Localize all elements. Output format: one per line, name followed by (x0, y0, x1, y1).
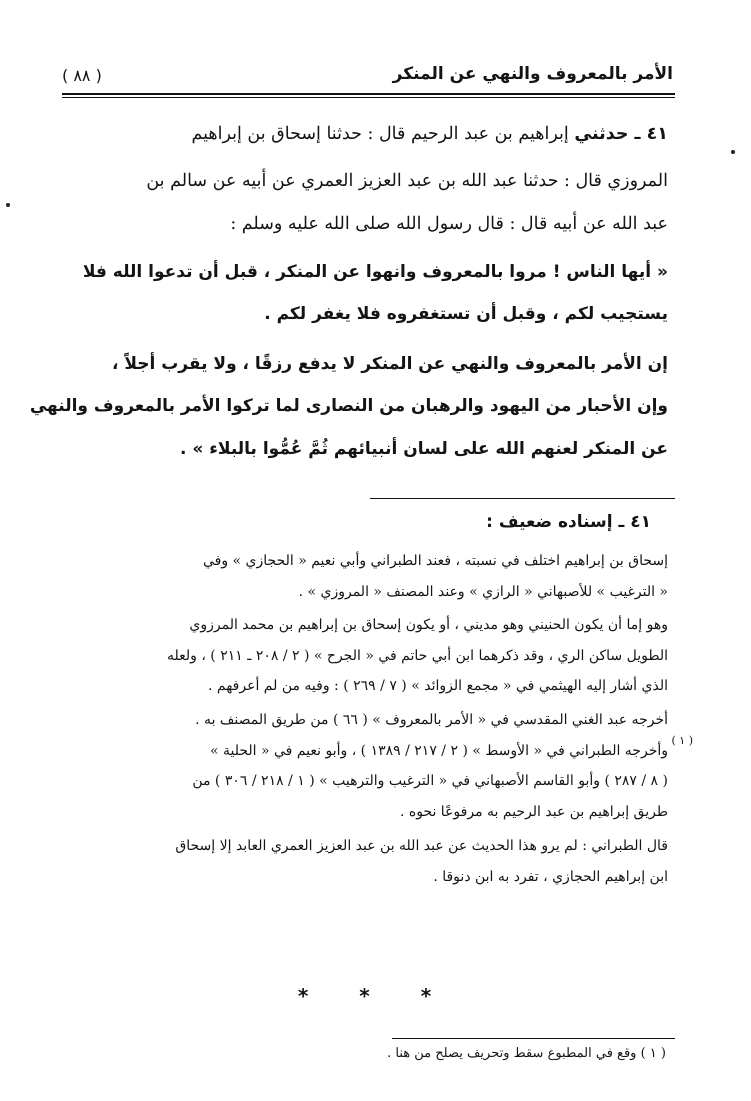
hadith-line-1 (191, 124, 668, 144)
hadith-matn-3: إن الأمر بالمعروف والنهي عن المنكر لا يدفع رزقًا ، ولا يقرب أجلاً ، (111, 354, 668, 374)
notes-heading: ٤١ ـ إسناده ضعيف : (486, 512, 651, 532)
note-line: ابن إبراهيم الحجازي ، تفرد به ابن دنوقا . (433, 869, 668, 885)
note-line: « الترغيب » للأصبهاني « الرازي » وعند المصنف « المروزي » . (298, 584, 668, 600)
hadith-chain-2: المروزي قال : حدثنا عبد الله بن عبد العزيز العمري عن أبيه عن سالم بن (146, 171, 668, 191)
page-header-title: الأمر بالمعروف والنهي عن المنكر (392, 64, 673, 84)
note-line: إسحاق بن إبراهيم اختلف في نسبته ، فعند الطبراني وأبي نعيم « الحجازي » وفي (202, 553, 668, 569)
note-line: ( ٨ / ٢٨٧ ) وأبو القاسم الأصبهاني في « الترغيب والترهيب » ( ١ / ٢١٨ / ٣٠٦ ) من (192, 773, 668, 789)
note-line: وأخرجه الطبراني في « الأوسط » ( ٢ / ٢١٧ / ١٣٨٩ ) ، وأبو نعيم في « الحلية » (209, 743, 668, 759)
margin-speck (731, 150, 735, 154)
hadith-matn-1: « أيها الناس ! مروا بالمعروف وانهوا عن المنكر ، قبل أن تدعوا الله فلا (82, 262, 668, 282)
hadith-number: ٤١ ـ حدثني (574, 124, 668, 144)
page-header (62, 64, 675, 92)
header-rule (62, 93, 675, 98)
hadith-chain-1: إبراهيم بن عبد الرحيم قال : حدثنا إسحاق بن إبراهيم (191, 124, 569, 144)
note-line: الذي أشار إليه الهيثمي في « مجمع الزوائد » ( ٧ / ٢٦٩ ) : وفيه من لم أعرفهم . (208, 678, 668, 694)
hadith-chain-3: عبد الله عن أبيه قال : قال رسول الله صلى الله عليه وسلم : (230, 214, 668, 234)
note-line: الطويل ساكن الري ، وقد ذكرهما ابن أبي حاتم في « الجرح » ( ٢ / ٢٠٨ ـ ٢١١ ) ، ولعله (166, 648, 668, 664)
footnote: ( ١ ) وقع في المطبوع سقط وتحريف يصلح من هنا . (387, 1046, 666, 1061)
margin-speck (6, 203, 10, 207)
hadith-matn-4: وإن الأحبار من اليهود والرهبان من النصارى لما تركوا الأمر بالمعروف والنهي (29, 396, 668, 416)
section-divider: * * * (297, 984, 454, 1008)
footnote-marker: ( ١ ) (671, 734, 693, 747)
note-line: طريق إبراهيم بن عبد الرحيم به مرفوعًا نحوه . (399, 804, 668, 820)
footnote-rule (392, 1038, 675, 1039)
note-line: أخرجه عبد الغني المقدسي في « الأمر بالمعروف » ( ٦٦ ) من طريق المصنف به . (195, 712, 668, 728)
page-number: ( ٨٨ ) (62, 66, 102, 85)
notes-rule (370, 498, 675, 499)
note-line: قال الطبراني : لم يرو هذا الحديث عن عبد الله بن عبد العزيز العمري العابد إلا إسحاق (175, 838, 668, 854)
note-line: وهو إما أن يكون الحنيني وهو مديني ، أو يكون إسحاق بن إبراهيم بن محمد المرزوي (189, 617, 668, 633)
hadith-matn-5: عن المنكر لعنهم الله على لسان أنبيائهم ثُمَّ عُمُّوا بالبلاء » . (179, 439, 668, 459)
hadith-matn-2: يستجيب لكم ، وقبل أن تستغفروه فلا يغفر لكم . (264, 304, 668, 324)
